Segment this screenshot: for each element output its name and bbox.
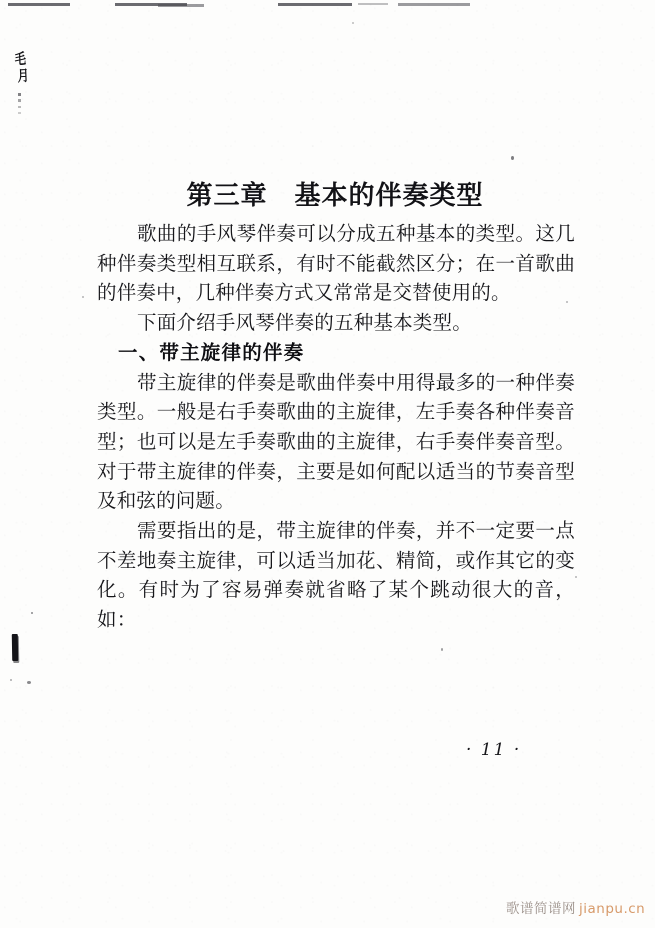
- scan-edge-artifact: [358, 3, 388, 5]
- site-watermark: [506, 897, 645, 917]
- scan-edge-artifact: [158, 4, 204, 7]
- paragraph-lead-in: 下面介绍手风琴伴奏的五种基本类型。: [137, 311, 472, 335]
- paper-fleck: [10, 679, 12, 681]
- paragraph-intro: 歌曲的手风琴伴奏可以分成五种基本的类型。这几种伴奏类型相互联系，有时不能截然区分；在一首歌曲的伴奏中，几种伴奏方式又常常是交替使用的。: [97, 222, 575, 305]
- paper-fleck: [27, 681, 31, 684]
- paper-fleck: [511, 156, 514, 160]
- section-heading-1: 一、带主旋律的伴奏: [118, 340, 305, 364]
- paper-fleck: [352, 22, 354, 24]
- margin-ink-trail: [18, 93, 21, 119]
- paper-fleck: [82, 296, 84, 298]
- paper-fleck: [31, 612, 33, 614]
- page-number: · 11 ·: [466, 740, 522, 760]
- margin-ink-blob: [12, 634, 18, 661]
- paper-fleck: [575, 576, 577, 578]
- paper-fleck: [441, 648, 443, 651]
- margin-smudge-glyph-a: 毛: [14, 49, 25, 69]
- margin-ink-smudge: [14, 49, 28, 86]
- scan-edge-artifact: [8, 3, 70, 6]
- paragraph-section-1: 带主旋律的伴奏是歌曲伴奏中用得最多的一种伴奏类型。一般是右手奏歌曲的主旋律，左手奏各种伴奏音型；也可以是左手奏歌曲的主旋律，右手奏伴奏音型。对于带主旋律的伴奏，主要是如何配以适当的节奏音型及和弦的问题。: [97, 370, 575, 513]
- margin-smudge-glyph-b: 月: [17, 66, 28, 86]
- chapter-title: 第三章 基本的伴奏类型: [186, 181, 484, 212]
- scan-edge-artifact: [278, 3, 352, 6]
- watermark-chinese-label: 歌谱简谱网: [506, 901, 576, 917]
- watermark-domain-label: jianpu.cn: [579, 901, 646, 917]
- scan-edge-artifact: [398, 3, 470, 6]
- paragraph-section-2: 需要指出的是，带主旋律的伴奏，并不一定要一点不差地奏主旋律，可以适当加花、精简，或作其它的变化。有时为了容易弹奏就省略了某个跳动很大的音，如：: [97, 519, 575, 632]
- body-text-block: [97, 219, 575, 635]
